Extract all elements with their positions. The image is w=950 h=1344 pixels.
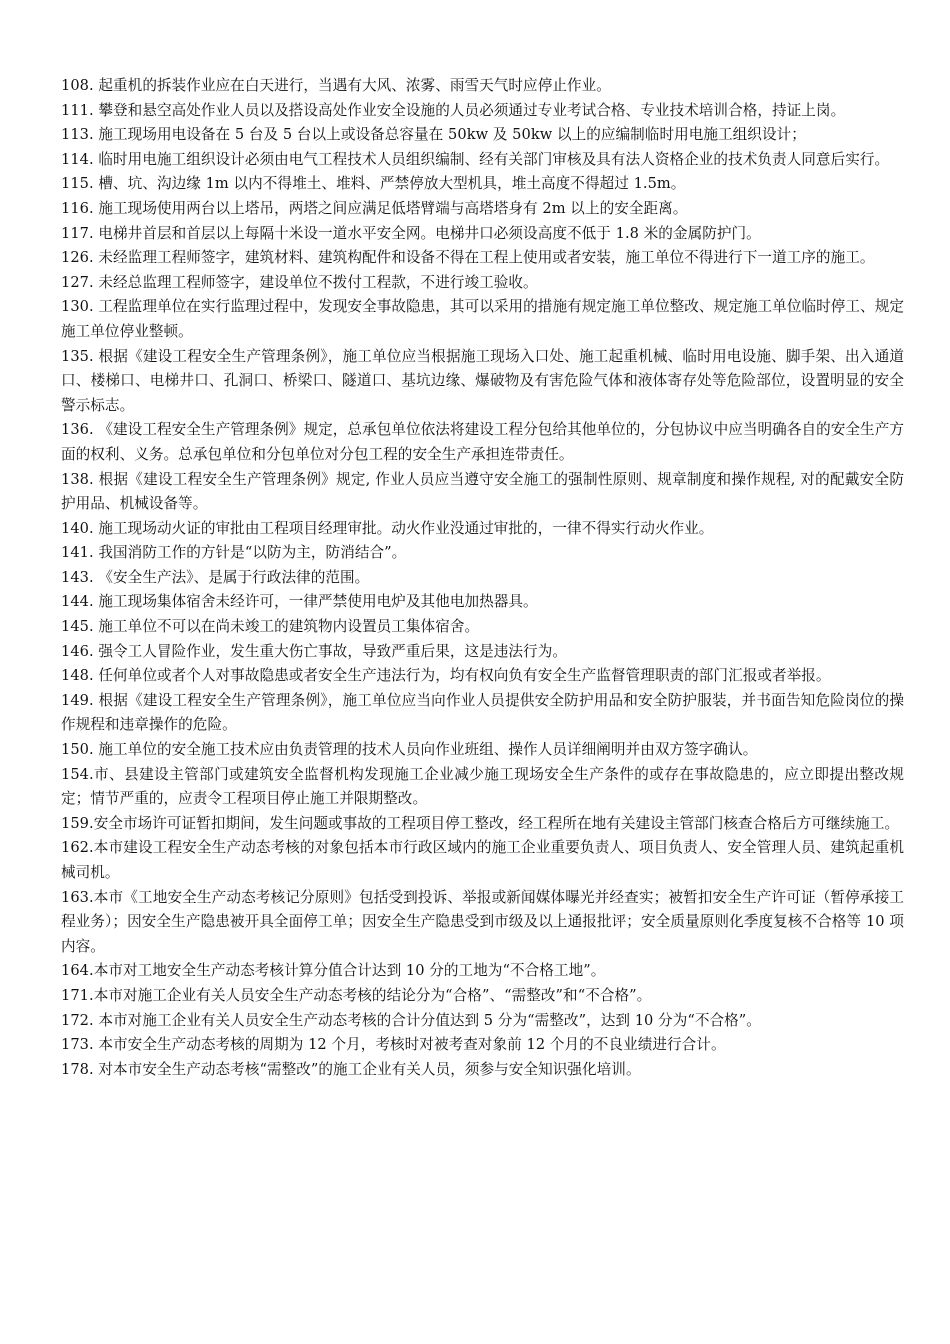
clause-149: 149. 根据《建设工程安全生产管理条例》，施工单位应当向作业人员提供安全防护用品和安全防护服装，并书面告知危险岗位的操作规程和违章操作的危险。: [61, 691, 904, 734]
clause-114: 114. 临时用电施工组织设计必须由电气工程技术人员组织编制、经有关部门审核及具有法人资格企业的技术负责人同意后实行。: [61, 150, 890, 168]
clause-113: 113. 施工现场用电设备在 5 台及 5 台以上或设备总容量在 50kw 及 50kw 以上的应编制临时用电施工组织设计；: [61, 126, 806, 144]
clause-143: 143. 《安全生产法》、是属于行政法律的范围。: [61, 568, 370, 586]
clause-148: 148. 任何单位或者个人对事故隐患或者安全生产违法行为，均有权向负有安全生产监督管理职责的部门汇报或者举报。: [61, 667, 831, 685]
clause-145: 145. 施工单位不可以在尚未竣工的建筑物内设置员工集体宿舍。: [61, 618, 480, 636]
clause-150: 150. 施工单位的安全施工技术应由负责管理的技术人员向作业班组、操作人员详细阐明并由双方签字确认。: [61, 741, 758, 759]
clause-135: 135. 根据《建设工程安全生产管理条例》，施工单位应当根据施工现场入口处、施工起重机械、临时用电设施、脚手架、出入通道口、楼梯口、电梯井口、孔洞口、桥梁口、隧道口、基坑边缘、爆破物及有害危险气体和液体寄存处等危险部位，设置明显的安全警示标志。: [61, 347, 904, 414]
clause-171: 171.本市对施工企业有关人员安全生产动态考核的结论分为“合格”、“需整改”和“不合格”。: [61, 986, 652, 1004]
clause-108: 108. 起重机的拆装作业应在白天进行，当遇有大风、浓雾、雨雪天气时应停止作业。: [61, 77, 611, 94]
clause-140: 140. 施工现场动火证的审批由工程项目经理审批。动火作业没通过审批的，一律不得实行动火作业。: [61, 519, 714, 537]
clause-162: 162.本市建设工程安全生产动态考核的对象包括本市行政区域内的施工企业重要负责人、项目负责人、安全管理人员、建筑起重机械司机。: [61, 839, 904, 881]
clause-146: 146. 强令工人冒险作业，发生重大伤亡事故，导致严重后果，这是违法行为。: [61, 642, 567, 660]
clause-116: 116. 施工现场使用两台以上塔吊，两塔之间应满足低塔臂端与高塔塔身有 2m 以上的安全距离。: [61, 199, 688, 217]
clause-141: 141. 我国消防工作的方针是“以防为主，防消结合”。: [61, 544, 407, 562]
clause-172: 172. 本市对施工企业有关人员安全生产动态考核的合计分值达到 5 分为“需整改”，达到 10 分为“不合格”。: [61, 1011, 761, 1029]
clause-138: 138. 根据《建设工程安全生产管理条例》规定, 作业人员应当遵守安全施工的强制性原则、规章制度和操作规程, 对的配戴安全防护用品、机械设备等。: [61, 470, 904, 513]
clause-164: 164.本市对工地安全生产动态考核计算分值合计达到 10 分的工地为“不合格工地”。: [61, 962, 606, 980]
clause-117: 117. 电梯井首层和首层以上每隔十米设一道水平安全网。电梯井口必须设高度不低于 1.8 米的金属防护门。: [61, 224, 761, 242]
clause-136: 136. 《建设工程安全生产管理条例》规定，总承包单位依法将建设工程分包给其他单位的，分包协议中应当明确各自的安全生产方面的权利、义务。总承包单位和分包单位对分包工程的安全生产承担连带责任。: [61, 421, 904, 463]
clause-159: 159.安全市场许可证暂扣期间，发生问题或事故的工程项目停工整改，经工程所在地有关建设主管部门核查合格后方可继续施工。: [61, 814, 900, 832]
clause-178: 178. 对本市安全生产动态考核“需整改”的施工企业有关人员，须参与安全知识强化培训。: [61, 1060, 641, 1078]
clause-144: 144. 施工现场集体宿舍未经许可，一律严禁使用电炉及其他电加热器具。: [61, 593, 538, 611]
clause-126: 126. 未经监理工程师签字，建筑材料、建筑构配件和设备不得在工程上使用或者安装，施工单位不得进行下一道工序的施工。: [61, 249, 875, 267]
clause-111: 111. 攀登和悬空高处作业人员以及搭设高处作业安全设施的人员必须通过专业考试合格、专业技术培训合格，持证上岗。: [61, 101, 846, 119]
clause-173: 173. 本市安全生产动态考核的周期为 12 个月，考核时对被考查对象前 12 个月的不良业绩进行合计。: [61, 1036, 726, 1054]
clause-154: 154.市、县建设主管部门或建筑安全监督机构发现施工企业减少施工现场安全生产条件的或存在事故隐患的，应立即提出整改规定；情节严重的，应责令工程项目停止施工并限期整改。: [61, 765, 904, 808]
clause-163: 163.本市《工地安全生产动态考核记分原则》包括受到投诉、举报或新闻媒体曝光并经查实；被暂扣安全生产许可证（暂停承接工程业务）；因安全生产隐患被开具全面停工单；因安全生产隐患受到市级及以上通报批评；安全质量原则化季度复核不合格等 10 项内容。: [61, 888, 904, 955]
clause-130: 130. 工程监理单位在实行监理过程中，发现安全事故隐患，其可以采用的措施有规定施工单位整改、规定施工单位临时停工、规定施工单位停业整顿。: [61, 298, 904, 340]
document-body: [61, 74, 904, 1082]
clause-115: 115. 槽、坑、沟边缘 1m 以内不得堆土、堆料、严禁停放大型机具，堆土高度不得超过 1.5m。: [61, 175, 686, 193]
clause-127: 127. 未经总监理工程师签字，建设单位不拨付工程款，不进行竣工验收。: [61, 273, 538, 291]
